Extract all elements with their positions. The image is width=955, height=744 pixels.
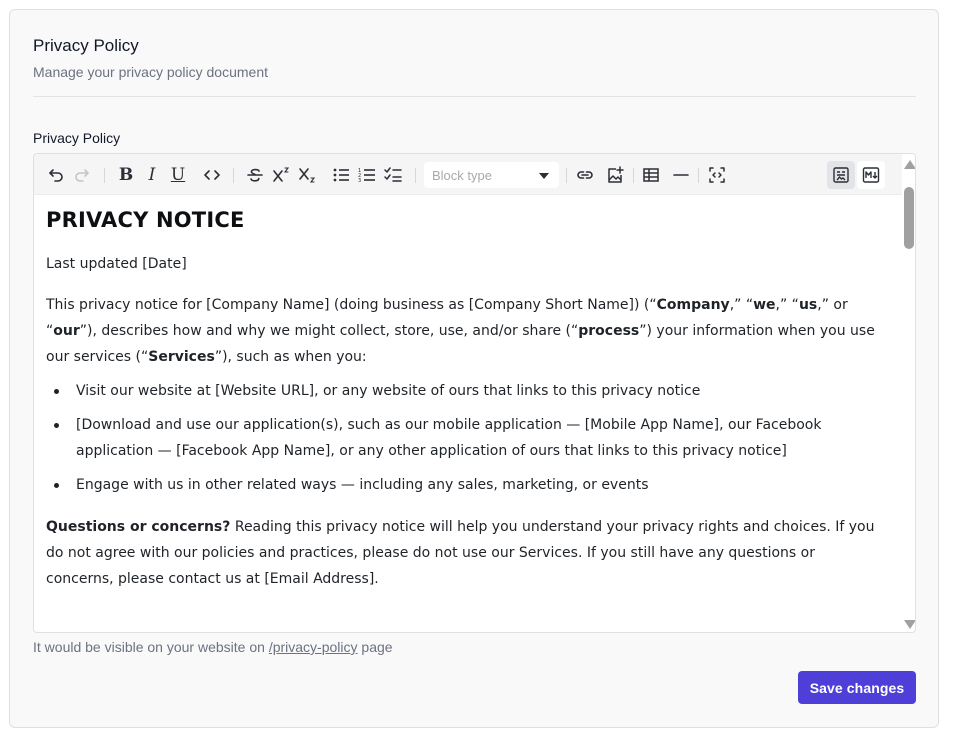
toolbar-divider [233, 168, 234, 183]
last-updated-text: Last updated [Date] [46, 256, 187, 272]
svg-text:1: 1 [358, 168, 362, 174]
document-heading: PRIVACY NOTICE [46, 208, 245, 232]
save-changes-button[interactable]: Save changes [798, 671, 916, 704]
editor-content[interactable] [46, 206, 886, 607]
editor-scrollbar[interactable] [902, 154, 915, 633]
card-subtitle: Manage your privacy policy document [33, 64, 269, 80]
svg-text:2: 2 [358, 173, 362, 179]
questions-paragraph: Questions or concerns? Reading this privacy notice will help you understand your privacy rights and choices. If you do not agree with our policies and practices, please do not use our Services. If you still have any questions or concerns, please contact us at [Email Address]. [46, 519, 875, 587]
rich-text-mode-button[interactable] [827, 161, 855, 189]
toolbar-divider [104, 168, 105, 183]
undo-icon[interactable] [44, 163, 68, 187]
scrollbar-thumb[interactable] [904, 187, 914, 249]
strikethrough-icon[interactable] [243, 163, 267, 187]
list-item: [Download and use our application(s), such as our mobile application — [Mobile App Name], our Facebook application — [Facebook App Name], or any other application of ours that links to this privacy notice] [46, 412, 886, 464]
privacy-policy-link[interactable]: /privacy-policy [268, 639, 358, 655]
rich-text-mode-icon [832, 166, 850, 184]
chevron-down-icon [539, 173, 549, 179]
bullet-list-icon[interactable] [329, 163, 353, 187]
services-list [46, 378, 886, 498]
superscript-icon[interactable] [269, 163, 293, 187]
svg-text:3: 3 [358, 178, 362, 184]
underline-button[interactable]: U [170, 165, 186, 185]
bold-button[interactable]: B [118, 165, 134, 185]
visibility-hint: It would be visible on your website on /privacy-policy page [33, 639, 393, 655]
scroll-down-icon[interactable] [904, 620, 916, 629]
check-list-icon[interactable] [381, 163, 405, 187]
list-item: Visit our website at [Website URL], or any website of ours that links to this privacy notice [46, 378, 886, 404]
markdown-mode-icon [862, 166, 880, 184]
horizontal-rule-icon[interactable] [669, 163, 693, 187]
italic-button[interactable]: I [148, 165, 156, 185]
card-title: Privacy Policy [33, 36, 139, 55]
block-type-placeholder: Block type [432, 168, 492, 183]
numbered-list-icon[interactable] [355, 163, 379, 187]
list-item: Engage with us in other related ways — including any sales, marketing, or events [46, 472, 886, 498]
code-block-icon[interactable] [705, 163, 729, 187]
toolbar-divider [566, 168, 567, 183]
image-icon[interactable] [603, 163, 627, 187]
toolbar-divider [633, 168, 634, 183]
scroll-up-icon[interactable] [904, 160, 916, 169]
table-icon[interactable] [639, 163, 663, 187]
rich-text-editor[interactable] [33, 153, 916, 633]
markdown-mode-button[interactable] [857, 161, 885, 189]
block-type-select[interactable] [424, 162, 559, 188]
field-label: Privacy Policy [33, 130, 121, 146]
toolbar-divider [698, 168, 699, 183]
card-divider [33, 96, 916, 97]
editor-toolbar [34, 154, 904, 195]
subscript-icon[interactable] [295, 163, 319, 187]
redo-icon[interactable] [70, 163, 94, 187]
toolbar-divider [415, 168, 416, 183]
intro-paragraph: This privacy notice for [Company Name] (doing business as [Company Short Name]) (“Company,” “we,” “us,” or “our”), describes how and why we might collect, store, use, and/or share (“process”) your information when you use our services (“Services”), such as when you: [46, 297, 875, 365]
privacy-policy-card [9, 9, 939, 728]
link-icon[interactable] [573, 163, 597, 187]
code-icon[interactable] [200, 163, 224, 187]
